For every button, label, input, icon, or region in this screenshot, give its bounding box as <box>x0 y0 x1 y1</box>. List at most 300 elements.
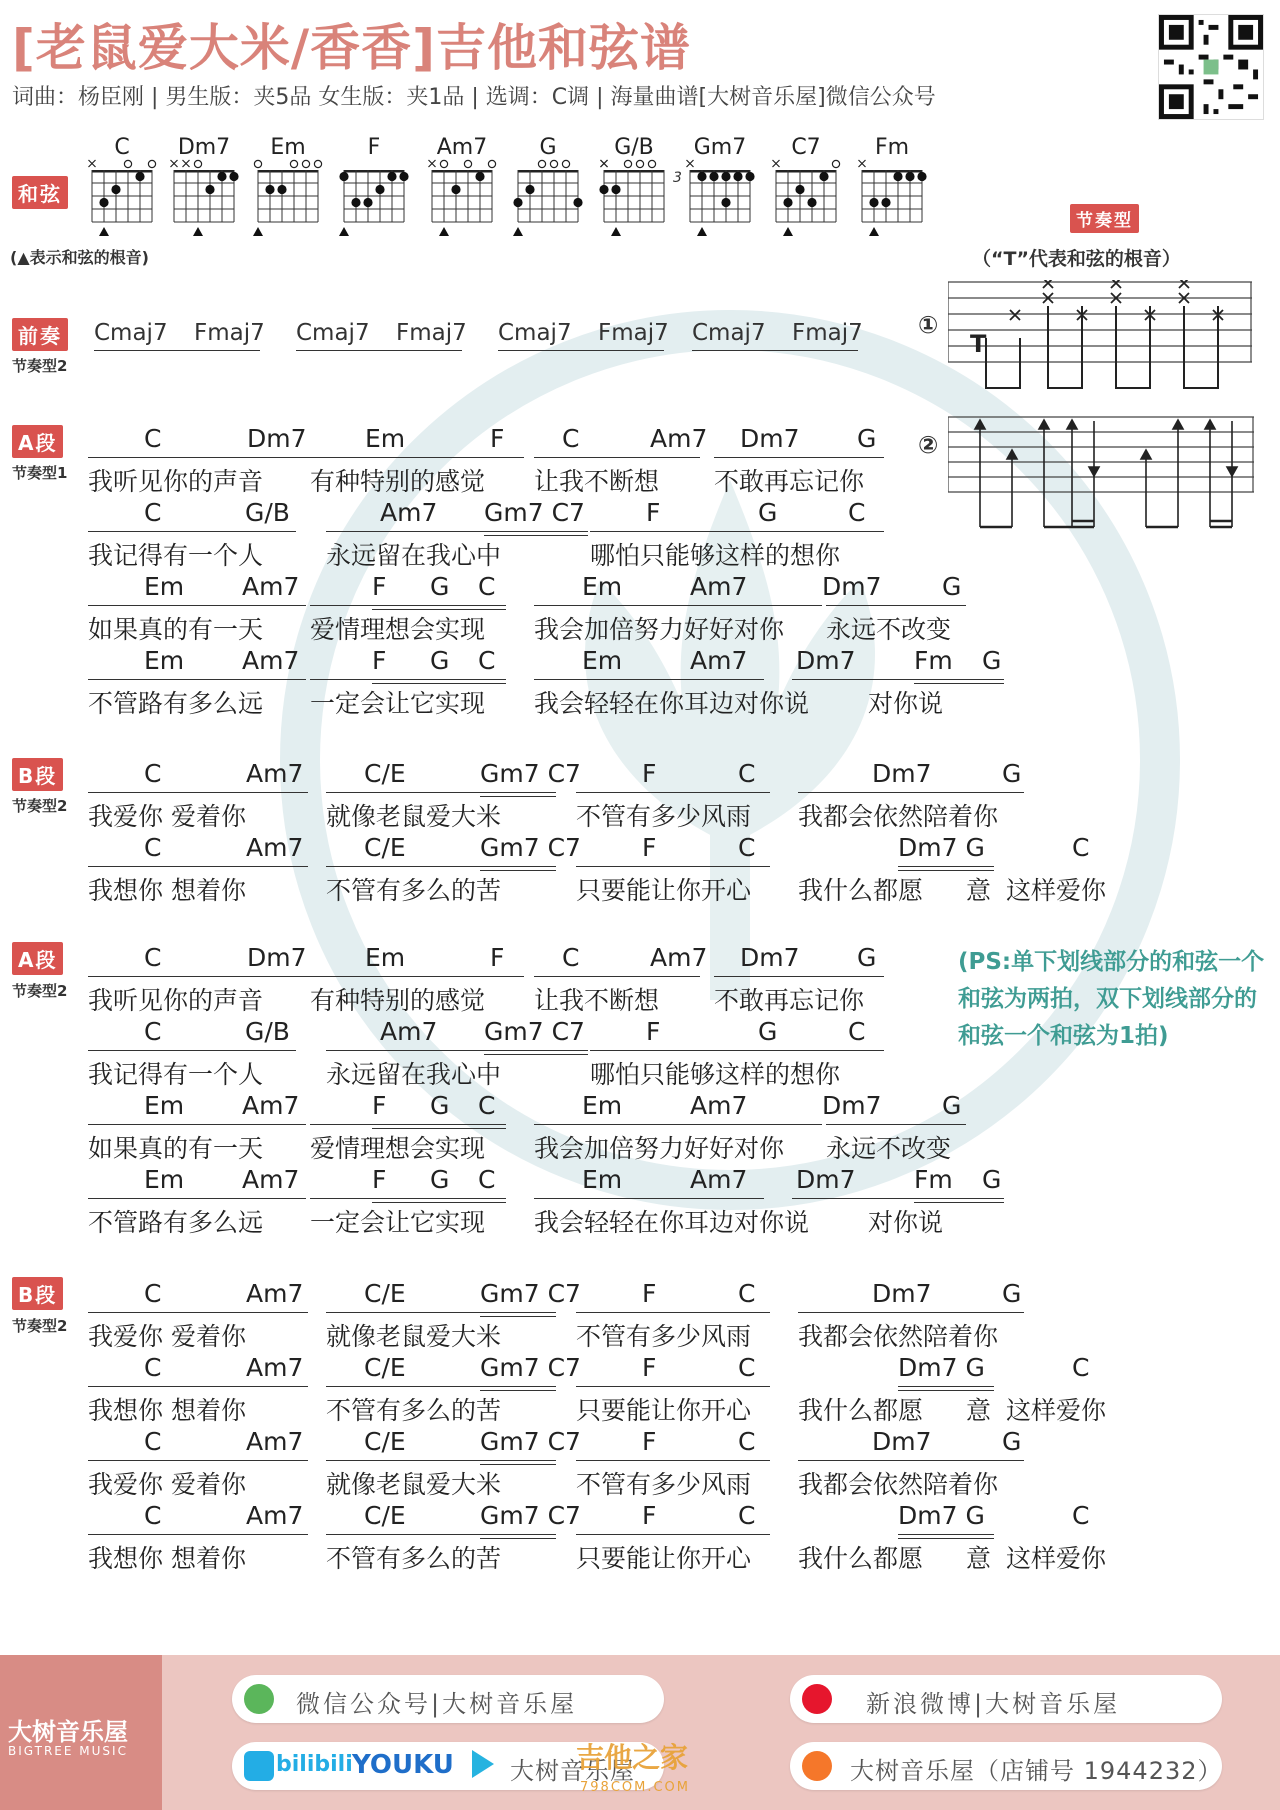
section-b1-tag: B段 <box>12 758 63 791</box>
lyric-line: 我爱你 爱着你 <box>88 1470 246 1499</box>
chord-underline <box>792 1198 1004 1199</box>
lyric-line: 就像老鼠爱大米 <box>326 1322 502 1351</box>
wechat-text: 微信公众号|大树音乐屋 <box>296 1690 578 1718</box>
chord-label: Fm <box>914 1165 953 1194</box>
chord-label: G <box>857 943 877 972</box>
lyric-line: 不管有多么的苦 <box>326 1396 502 1425</box>
intro-chord: Fmaj7 <box>396 320 467 346</box>
lyric-line: 永远不改变 <box>826 1134 952 1163</box>
chord-label: Dm7 <box>822 1091 882 1120</box>
lyric-line: 意 <box>966 876 992 905</box>
lyric-line: 有种特别的感觉 <box>310 986 486 1015</box>
lyric-line: 这样爱你 <box>1006 1544 1107 1573</box>
lyric-line: 只要能让你开心 <box>576 1544 752 1573</box>
chord-label: Dm7 <box>796 646 856 675</box>
chord-name-1: Dm7 <box>177 135 231 160</box>
lyric-line: 我会加倍努力好好对你 <box>534 1134 785 1163</box>
chord-label: G <box>430 1091 450 1120</box>
chord-label: Am7 <box>650 424 708 453</box>
chord-label: Gm7 C7 <box>480 1427 581 1456</box>
chord-underline <box>792 679 1004 680</box>
chord-underline <box>326 1050 588 1051</box>
rhythm-tag: 节奏型 <box>1070 204 1139 233</box>
chord-underline <box>88 679 306 680</box>
chord-label: G/B <box>245 498 290 527</box>
chord-underline <box>590 531 884 532</box>
shop-text: 大树音乐屋（店铺号 1944232） <box>850 1757 1223 1785</box>
chord-label: Dm7 <box>740 424 800 453</box>
lyric-line: 这样爱你 <box>1006 876 1107 905</box>
chord-label: F <box>642 1279 657 1308</box>
lyric-line: 我会轻轻在你耳边对你说 <box>534 1208 810 1237</box>
chord-underline <box>826 1124 966 1125</box>
intro-underline <box>94 350 260 351</box>
chord-label: Em <box>365 943 406 972</box>
bilibili-text: bilibili <box>276 1752 353 1777</box>
rhythm-root-label: T <box>970 330 987 358</box>
chord-underline <box>534 1198 764 1199</box>
chord-label: Gm7 C7 <box>480 1353 581 1382</box>
chord-label: G <box>982 1165 1002 1194</box>
rhythm-pattern-2 <box>948 415 1256 535</box>
chord-label: C <box>478 1165 496 1194</box>
chord-underline <box>310 679 506 680</box>
chord-underline <box>826 605 966 606</box>
lyric-line: 哪怕只能够这样的想你 <box>590 1060 841 1089</box>
chord-label: Dm7 <box>872 759 932 788</box>
lyric-line: 永远留在我心中 <box>326 541 502 570</box>
chord-underline <box>534 457 700 458</box>
chord-label: Am7 <box>690 1165 748 1194</box>
lyric-line: 只要能让你开心 <box>576 876 752 905</box>
lyric-line: 我会加倍努力好好对你 <box>534 615 785 644</box>
underline-note: (PS:单下划线部分的和弦一个和弦为两拍，双下划线部分的和弦一个和弦为1拍) <box>958 949 1265 1049</box>
chord-label: G <box>1002 1279 1022 1308</box>
lyric-line: 就像老鼠爱大米 <box>326 802 502 831</box>
chord-label: C <box>848 498 866 527</box>
chord-label: C <box>738 1501 756 1530</box>
chord-label: C <box>1072 1501 1090 1530</box>
weibo-text: 新浪微博|大树音乐屋 <box>866 1690 1121 1718</box>
chord-underline <box>576 1386 770 1387</box>
chord-underline <box>310 1198 506 1199</box>
chord-label: G <box>1002 759 1022 788</box>
chord-label: G <box>430 646 450 675</box>
rhythm-pattern-1-label: ① <box>918 311 939 339</box>
chord-label: G <box>857 424 877 453</box>
chord-label: C/E <box>364 1427 406 1456</box>
chord-label: C <box>478 1091 496 1120</box>
bilibili-icon <box>244 1751 274 1781</box>
wechat-icon <box>244 1684 274 1714</box>
chord-label: Gm7 C7 <box>480 1501 581 1530</box>
chord-label: G/B <box>245 1017 290 1046</box>
lyric-line: 只要能让你开心 <box>576 1396 752 1425</box>
chord-label: Am7 <box>242 646 300 675</box>
rhythm-pattern-2-label: ② <box>918 431 939 459</box>
chord-label: Am7 <box>246 759 304 788</box>
chord-label: F <box>642 1427 657 1456</box>
chord-underline <box>714 457 884 458</box>
chord-label: Am7 <box>246 1279 304 1308</box>
chord-underline <box>326 1460 556 1461</box>
lyric-line: 我什么都愿 <box>798 1544 924 1573</box>
chord-underline <box>798 1312 1024 1313</box>
chord-underline <box>576 866 770 867</box>
chord-name-4: Am7 <box>436 135 488 160</box>
chord-underline <box>310 976 524 977</box>
chord-underline <box>576 1312 770 1313</box>
chord-underline <box>88 976 310 977</box>
chord-underline <box>798 792 1024 793</box>
lyric-line: 永远不改变 <box>826 615 952 644</box>
chord-underline <box>88 1124 306 1125</box>
chord-label: Em <box>144 1165 185 1194</box>
chord-label: Gm7 C7 <box>484 1017 585 1046</box>
chord-label: G <box>942 572 962 601</box>
chord-diagram-8 <box>768 158 846 238</box>
lyric-line: 我都会依然陪着你 <box>798 802 999 831</box>
chord-label: Em <box>582 1091 623 1120</box>
footer-brand-en: BIGTREE MUSIC <box>8 1744 128 1758</box>
lyric-line: 我想你 想着你 <box>88 1544 246 1573</box>
chord-diagram-1 <box>166 158 244 238</box>
chord-label: Am7 <box>246 1427 304 1456</box>
lyric-line: 我会轻轻在你耳边对你说 <box>534 689 810 718</box>
chord-label: Gm7 C7 <box>480 833 581 862</box>
chord-label: C/E <box>364 759 406 788</box>
lyric-line: 我都会依然陪着你 <box>798 1470 999 1499</box>
site-logo: 吉他之家 <box>576 1741 689 1774</box>
chord-label: C <box>738 833 756 862</box>
chord-label: Fm <box>914 646 953 675</box>
chord-label: F <box>490 943 505 972</box>
chord-name-0: C <box>114 135 130 160</box>
taobao-icon <box>802 1751 832 1781</box>
youku-text: YOUKU <box>352 1750 454 1780</box>
lyric-line: 我什么都愿 <box>798 1396 924 1425</box>
chord-label: F <box>642 759 657 788</box>
lyric-line: 不管有多少风雨 <box>576 1322 752 1351</box>
chords-tag: 和弦 <box>12 176 68 209</box>
lyric-line: 不敢再忘记你 <box>714 986 865 1015</box>
chord-underline <box>88 792 308 793</box>
chord-label: Dm7 G <box>898 1353 985 1382</box>
chord-label: C <box>144 1017 162 1046</box>
chord-underline <box>310 457 524 458</box>
gm7-fret-marker: 3 <box>673 170 682 186</box>
chord-underline <box>88 605 306 606</box>
chord-underline <box>88 1460 308 1461</box>
site-url: 798COM.COM <box>580 1780 690 1795</box>
chord-label: Dm7 <box>796 1165 856 1194</box>
lyric-line: 意 <box>966 1396 992 1425</box>
intro-chord: Fmaj7 <box>194 320 265 346</box>
intro-chord: Cmaj7 <box>94 320 168 346</box>
lyric-line: 就像老鼠爱大米 <box>326 1470 502 1499</box>
lyric-line: 不管路有多么远 <box>88 1208 264 1237</box>
chord-label: C/E <box>364 833 406 862</box>
chord-underline <box>898 866 994 867</box>
lyric-line: 我想你 想着你 <box>88 1396 246 1425</box>
lyric-line: 让我不断想 <box>534 986 660 1015</box>
chord-label: Am7 <box>242 1165 300 1194</box>
chord-label: Dm7 <box>247 943 307 972</box>
chord-underline <box>310 1124 506 1125</box>
intro-chord: Fmaj7 <box>792 320 863 346</box>
rhythm-note: （“T”代表和弦的根音） <box>972 248 1181 270</box>
lyric-line: 我记得有一个人 <box>88 1060 264 1089</box>
lyric-line: 爱情理想会实现 <box>310 615 486 644</box>
lyric-line: 这样爱你 <box>1006 1396 1107 1425</box>
chord-underline <box>326 1386 556 1387</box>
chord-diagram-7 <box>682 158 760 238</box>
chord-underline <box>88 1312 308 1313</box>
chord-label: Am7 <box>690 1091 748 1120</box>
chord-label: Am7 <box>380 1017 438 1046</box>
chord-label: Am7 <box>650 943 708 972</box>
chord-label: Dm7 <box>247 424 307 453</box>
chord-label: Em <box>582 1165 623 1194</box>
lyric-line: 不管有多少风雨 <box>576 802 752 831</box>
chord-label: C <box>738 1353 756 1382</box>
lyric-line: 我听见你的声音 <box>88 467 264 496</box>
chord-label: Dm7 G <box>898 833 985 862</box>
chord-label: Am7 <box>246 1353 304 1382</box>
chord-underline <box>576 1534 770 1535</box>
chord-underline <box>88 457 310 458</box>
lyric-line: 不管有多么的苦 <box>326 1544 502 1573</box>
chord-diagram-9 <box>854 158 932 238</box>
chord-underline <box>576 792 770 793</box>
lyric-line: 我都会依然陪着你 <box>798 1322 999 1351</box>
chord-label: Dm7 <box>822 572 882 601</box>
chord-underline <box>310 605 506 606</box>
lyric-line: 我记得有一个人 <box>88 541 264 570</box>
chord-label: Am7 <box>690 572 748 601</box>
chord-name-8: C7 <box>791 135 821 160</box>
chord-label: Dm7 <box>740 943 800 972</box>
chord-label: G <box>1002 1427 1022 1456</box>
chord-label: Am7 <box>242 572 300 601</box>
lyric-line: 对你说 <box>868 689 944 718</box>
chord-label: Gm7 C7 <box>480 759 581 788</box>
lyric-line: 我爱你 爱着你 <box>88 1322 246 1351</box>
chord-underline <box>88 1386 308 1387</box>
chord-label: C <box>144 943 162 972</box>
chord-label: Gm7 C7 <box>484 498 585 527</box>
section-b2-rhythm: 节奏型2 <box>12 1317 68 1335</box>
lyric-line: 意 <box>966 1544 992 1573</box>
chord-label: C <box>1072 1353 1090 1382</box>
chord-label: Em <box>582 646 623 675</box>
chord-label: F <box>372 572 387 601</box>
chord-label: Am7 <box>246 1501 304 1530</box>
chord-diagram-0 <box>84 158 162 238</box>
chord-label: C <box>144 1501 162 1530</box>
chord-diagram-6 <box>596 158 674 238</box>
chord-underline <box>88 531 296 532</box>
lyric-line: 如果真的有一天 <box>88 615 264 644</box>
lyric-line: 一定会让它实现 <box>310 1208 486 1237</box>
intro-rhythm-label: 节奏型2 <box>12 357 68 375</box>
chord-label: Dm7 <box>872 1279 932 1308</box>
chord-label: C/E <box>364 1501 406 1530</box>
lyric-line: 爱情理想会实现 <box>310 1134 486 1163</box>
section-a1-tag: A段 <box>12 425 63 458</box>
section-b2-tag: B段 <box>12 1277 63 1310</box>
chord-label: C <box>478 646 496 675</box>
intro-chord: Cmaj7 <box>692 320 766 346</box>
chord-label: C <box>738 1279 756 1308</box>
chord-underline <box>326 531 588 532</box>
chord-label: C <box>738 759 756 788</box>
page-title: [老鼠爱大米/香香]吉他和弦谱 <box>12 19 691 77</box>
chord-name-6: G/B <box>614 135 654 160</box>
chord-label: Am7 <box>690 646 748 675</box>
chord-underline <box>534 1124 822 1125</box>
chord-underline <box>534 976 700 977</box>
chord-label: C <box>562 424 580 453</box>
chord-label: G <box>942 1091 962 1120</box>
lyric-line: 不管有多么的苦 <box>326 876 502 905</box>
chord-underline <box>88 1198 306 1199</box>
chord-underline <box>714 976 884 977</box>
chord-underline <box>326 1312 556 1313</box>
lyric-line: 如果真的有一天 <box>88 1134 264 1163</box>
chord-label: G <box>758 1017 778 1046</box>
intro-underline <box>296 350 462 351</box>
lyric-line: 不管有多少风雨 <box>576 1470 752 1499</box>
rhythm-pattern-1 <box>948 280 1252 395</box>
chord-name-7: Gm7 <box>693 135 747 160</box>
chord-label: F <box>490 424 505 453</box>
chord-underline <box>576 1460 770 1461</box>
chord-label: C <box>144 759 162 788</box>
chord-label: Em <box>365 424 406 453</box>
chord-name-2: Em <box>270 135 306 160</box>
chord-underline <box>898 1386 994 1387</box>
weibo-icon <box>802 1684 832 1714</box>
chord-label: C <box>144 1353 162 1382</box>
chord-label: F <box>642 1353 657 1382</box>
chord-label: Em <box>144 1091 185 1120</box>
chord-underline <box>898 1534 994 1535</box>
chord-underline <box>326 866 556 867</box>
chord-label: C <box>144 1427 162 1456</box>
lyric-line: 让我不断想 <box>534 467 660 496</box>
chord-label: C <box>144 498 162 527</box>
chord-label: C <box>562 943 580 972</box>
youku-play-icon <box>472 1750 494 1778</box>
chord-underline <box>88 1050 296 1051</box>
lyric-line: 不管路有多么远 <box>88 689 264 718</box>
chord-label: Dm7 <box>872 1427 932 1456</box>
video-text: 大树音乐屋 <box>510 1757 635 1785</box>
intro-tag: 前奏 <box>12 318 68 351</box>
lyric-line: 哪怕只能够这样的想你 <box>590 541 841 570</box>
chord-label: F <box>646 498 661 527</box>
chord-label: C <box>848 1017 866 1046</box>
chord-name-3: F <box>367 135 381 160</box>
chord-label: F <box>642 1501 657 1530</box>
chord-label: C <box>144 424 162 453</box>
chord-underline <box>88 1534 308 1535</box>
lyric-line: 我想你 想着你 <box>88 876 246 905</box>
chord-label: F <box>372 1091 387 1120</box>
chord-label: Em <box>144 646 185 675</box>
intro-underline <box>692 350 858 351</box>
chord-label: C <box>738 1427 756 1456</box>
chord-label: C <box>1072 833 1090 862</box>
chord-label: C <box>144 1279 162 1308</box>
intro-chord: Fmaj7 <box>598 320 669 346</box>
chord-name-9: Fm <box>874 135 910 160</box>
chord-label: Dm7 G <box>898 1501 985 1530</box>
lyric-line: 不敢再忘记你 <box>714 467 865 496</box>
chord-underline <box>88 866 308 867</box>
chord-label: Am7 <box>242 1091 300 1120</box>
chord-label: F <box>372 1165 387 1194</box>
lyric-line: 对你说 <box>868 1208 944 1237</box>
chord-label: G <box>758 498 778 527</box>
chord-label: Em <box>144 572 185 601</box>
song-info: 词曲：杨臣刚 | 男生版：夹5品 女生版：夹1品 | 选调：C调 | 海量曲谱[大树音乐屋]微信公众号 <box>12 85 936 110</box>
section-a1-rhythm: 节奏型1 <box>12 464 68 482</box>
lyric-line: 我什么都愿 <box>798 876 924 905</box>
chord-diagram-2 <box>250 158 328 238</box>
lyric-line: 我爱你 爱着你 <box>88 802 246 831</box>
chord-name-5: G <box>539 135 557 160</box>
chord-label: F <box>642 833 657 862</box>
intro-chord: Cmaj7 <box>296 320 370 346</box>
chord-label: G <box>430 572 450 601</box>
chord-diagram-5 <box>510 158 588 238</box>
root-note-legend: (▲表示和弦的根音) <box>10 248 149 267</box>
chord-underline <box>534 679 764 680</box>
chord-label: Em <box>582 572 623 601</box>
lyric-line: 有种特别的感觉 <box>310 467 486 496</box>
chord-diagram-3 <box>336 158 414 238</box>
section-a2-tag: A段 <box>12 942 63 975</box>
chord-label: G <box>430 1165 450 1194</box>
chord-label: C <box>144 833 162 862</box>
chord-underline <box>326 792 556 793</box>
intro-chord: Cmaj7 <box>498 320 572 346</box>
chord-label: Am7 <box>246 833 304 862</box>
section-b1-rhythm: 节奏型2 <box>12 797 68 815</box>
chord-label: Am7 <box>380 498 438 527</box>
chord-underline <box>798 1460 1024 1461</box>
chord-diagram-4 <box>424 158 502 238</box>
chord-underline <box>534 605 822 606</box>
lyric-line: 永远留在我心中 <box>326 1060 502 1089</box>
chord-label: Gm7 C7 <box>480 1279 581 1308</box>
chord-label: C <box>478 572 496 601</box>
intro-underline <box>498 350 664 351</box>
chord-label: F <box>646 1017 661 1046</box>
section-a2-rhythm: 节奏型2 <box>12 982 68 1000</box>
chord-label: G <box>982 646 1002 675</box>
chord-label: C/E <box>364 1279 406 1308</box>
chord-label: C/E <box>364 1353 406 1382</box>
lyric-line: 我听见你的声音 <box>88 986 264 1015</box>
footer-brand: 大树音乐屋 <box>8 1718 128 1746</box>
lyric-line: 一定会让它实现 <box>310 689 486 718</box>
chord-label: F <box>372 646 387 675</box>
chord-underline <box>326 1534 556 1535</box>
qr-code-icon <box>1158 14 1264 120</box>
